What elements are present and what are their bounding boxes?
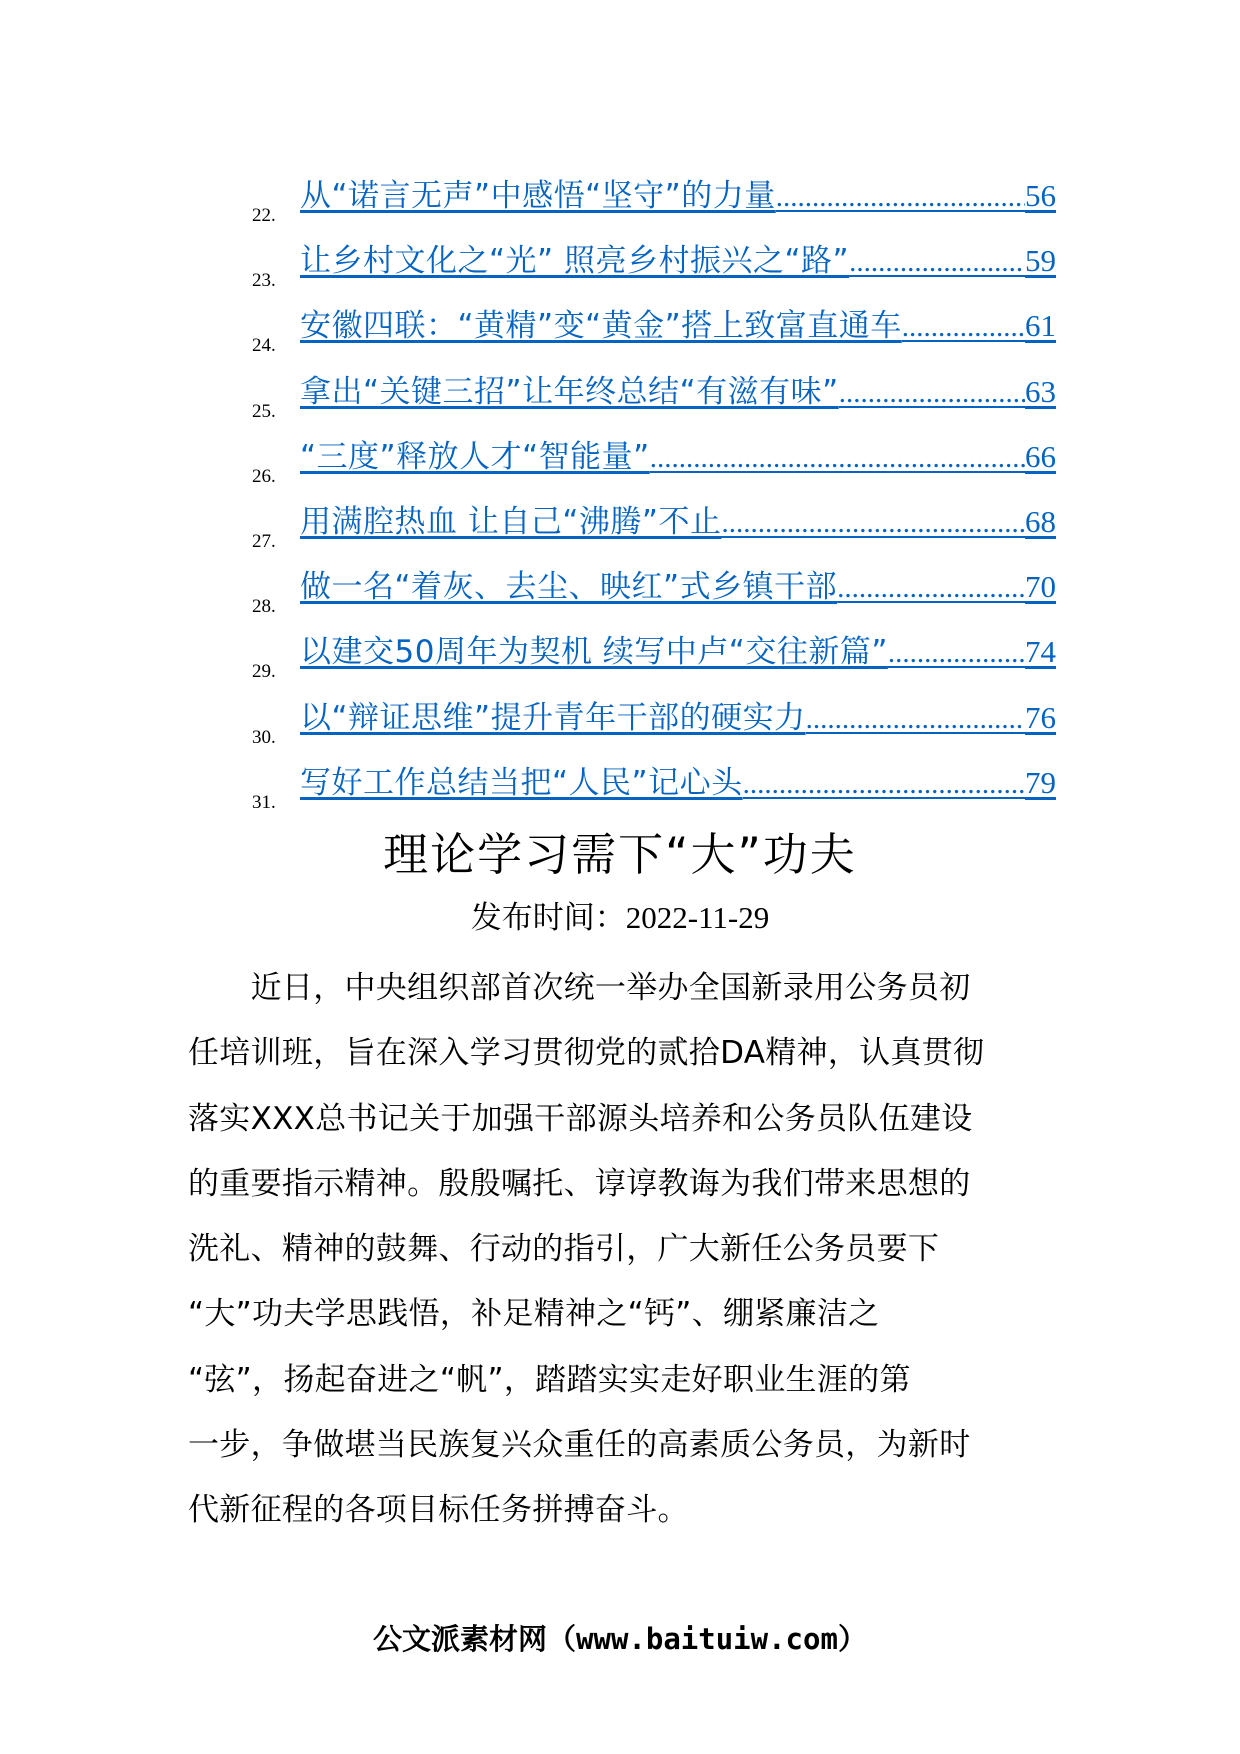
toc-entry <box>252 172 1056 237</box>
toc-entry-page[interactable]: 70 <box>1025 569 1056 605</box>
toc-dot-leader <box>721 499 1025 547</box>
toc-entry-page[interactable]: 59 <box>1025 243 1056 279</box>
toc-entry-page[interactable]: 68 <box>1025 503 1056 539</box>
toc-entry-title[interactable]: 用满腔热血 让自己“沸腾”不止 <box>300 503 722 540</box>
toc-entry-page[interactable]: 61 <box>1025 308 1056 344</box>
toc-entry-page[interactable]: 79 <box>1025 764 1056 800</box>
toc-entry-link[interactable] <box>300 759 1056 808</box>
page-footer <box>0 1617 1240 1658</box>
footer-site-name: 公文派素材网 <box>373 1622 548 1656</box>
toc-entry-number: 23. <box>252 270 276 292</box>
article-body <box>188 956 1068 1544</box>
body-line: 洗礼、精神的鼓舞、行动的指引，广大新任公务员要下 <box>188 1231 940 1268</box>
toc-entry-title[interactable]: 做一名“着灰、去尘、映红”式乡镇干部 <box>300 569 838 606</box>
toc-entry-page[interactable]: 56 <box>1025 178 1056 213</box>
toc-dot-leader <box>902 303 1025 351</box>
body-line: 近日，中央组织部首次统一举办全国新录用公务员初 <box>188 970 971 1006</box>
toc-dot-leader <box>743 760 1025 808</box>
publish-info <box>0 892 1240 937</box>
body-line: 落实XXX总书记关于加强干部源头培养和公务员队伍建设 <box>188 1100 973 1137</box>
body-line: 任培训班，旨在深入学习贯彻党的贰拾DA精神，认真贯彻 <box>188 1035 985 1072</box>
body-line: 一步，争做堪当民族复兴众重任的高素质公务员，为新时 <box>188 1427 971 1464</box>
toc-entry-title[interactable]: 让乡村文化之“光” 照亮乡村振兴之“路” <box>300 243 850 280</box>
toc-entry-number: 22. <box>252 205 276 226</box>
toc-entry-title[interactable]: 从“诺言无声”中感悟“坚守”的力量 <box>300 178 776 214</box>
toc-dot-leader <box>806 695 1025 743</box>
toc-entry <box>252 433 1056 498</box>
toc-entry-link[interactable] <box>300 498 1056 547</box>
body-line: “大”功夫学思践悟，补足精神之“钙”、绷紧廉洁之 <box>188 1296 880 1333</box>
publish-date: 2022-11-29 <box>625 900 770 935</box>
toc-entry-link[interactable] <box>300 433 1056 482</box>
toc-entry-page[interactable]: 66 <box>1025 438 1056 474</box>
toc-dot-leader <box>650 434 1025 482</box>
toc-dot-leader <box>837 564 1025 612</box>
toc-entry-title[interactable]: 安徽四联：“黄精”变“黄金”搭上致富直通车 <box>300 308 902 345</box>
toc-entry-number: 26. <box>252 465 276 487</box>
toc-entry-title[interactable]: 拿出“关键三招”让年终总结“有滋有味” <box>300 373 839 410</box>
toc-entry <box>252 694 1056 759</box>
body-line: “弦”，扬起奋进之“帆”，踏踏实实走好职业生涯的第 <box>188 1361 911 1398</box>
toc-entry-number: 28. <box>252 596 276 618</box>
toc-entry-link[interactable] <box>300 694 1056 743</box>
article-title: 理论学习需下“大”功夫 <box>383 828 857 881</box>
toc-entry-link[interactable] <box>300 368 1056 417</box>
toc-dot-leader <box>776 173 1025 221</box>
toc-entry-page[interactable]: 74 <box>1025 634 1056 670</box>
toc-entry-number: 27. <box>252 530 276 552</box>
toc-entry <box>252 563 1056 628</box>
toc-entry-number: 31. <box>252 791 276 813</box>
toc-entry-link[interactable] <box>300 172 1056 221</box>
footer-url[interactable]: （www.baituiw.com） <box>547 1622 867 1656</box>
toc-dot-leader <box>849 238 1025 286</box>
toc-entry <box>252 368 1056 433</box>
toc-entry-link[interactable] <box>300 563 1056 612</box>
publish-label: 发布时间： <box>470 900 626 936</box>
body-line: 的重要指示精神。殷殷嘱托、谆谆教诲为我们带来思想的 <box>188 1165 971 1202</box>
toc-entry-title[interactable]: 写好工作总结当把“人民”记心头 <box>300 764 743 801</box>
toc-entry <box>252 759 1056 824</box>
toc-entry-link[interactable] <box>300 628 1056 677</box>
toc-entry-page[interactable]: 63 <box>1025 373 1056 409</box>
toc-entry <box>252 628 1056 693</box>
toc-entry-link[interactable] <box>300 237 1056 286</box>
toc-entry-title[interactable]: 以“辩证思维”提升青年干部的硬实力 <box>300 699 806 736</box>
toc-entry <box>252 498 1056 563</box>
toc-dot-leader <box>888 629 1025 677</box>
toc-entry-title[interactable]: 以建交50周年为契机 续写中卢“交往新篇” <box>300 634 888 671</box>
toc-entry-page[interactable]: 76 <box>1025 699 1056 735</box>
body-line: 代新征程的各项目标任务拼搏奋斗。 <box>188 1492 689 1529</box>
toc-entry <box>252 302 1056 367</box>
table-of-contents <box>252 172 1056 824</box>
toc-entry-number: 24. <box>252 335 276 357</box>
toc-dot-leader <box>839 369 1025 417</box>
toc-entry-number: 25. <box>252 400 276 422</box>
toc-entry-number: 30. <box>252 726 276 748</box>
toc-entry-link[interactable] <box>300 302 1056 351</box>
toc-entry-number: 29. <box>252 661 276 683</box>
toc-entry-title[interactable]: “三度”释放人才“智能量” <box>300 438 650 475</box>
toc-entry <box>252 237 1056 302</box>
